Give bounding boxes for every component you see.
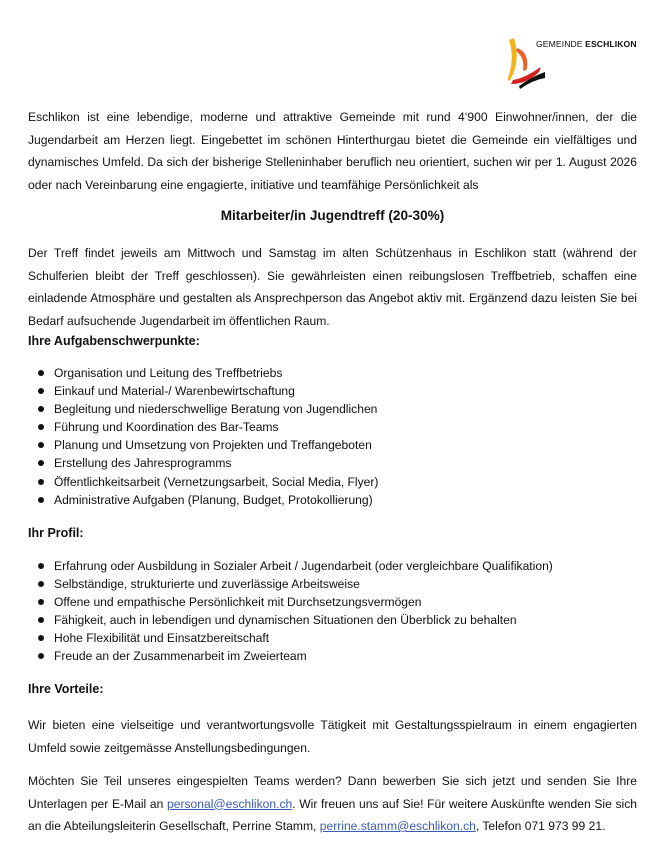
- bullet-icon: [38, 617, 44, 623]
- contact-text-3: , Telefon 071 973 99 21.: [475, 819, 606, 833]
- list-item-text: Administrative Aufgaben (Planung, Budget, Protokollierung): [54, 492, 373, 507]
- list-item: [37, 454, 637, 472]
- bullet-icon: [38, 599, 44, 605]
- bullet-icon: [38, 388, 44, 394]
- list-item-text: Führung und Koordination des Bar-Teams: [54, 420, 279, 435]
- list-item: [37, 629, 637, 647]
- bullet-icon: [38, 370, 44, 376]
- logo-text-bold: ESCHLIKON: [585, 39, 637, 49]
- list-item: [37, 436, 637, 454]
- list-item-text: Planung und Umsetzung von Projekten und Treffangeboten: [54, 438, 372, 453]
- bullet-icon: [38, 424, 44, 430]
- bullet-icon: [38, 635, 44, 641]
- list-item: [37, 557, 637, 575]
- list-item: [37, 473, 637, 491]
- list-item-text: Hohe Flexibilität und Einsatzbereitschaft: [54, 631, 270, 646]
- bullet-icon: [38, 653, 44, 659]
- profil-list: [37, 557, 637, 666]
- bullet-icon: [38, 406, 44, 412]
- list-item-text: Fähigkeit, auch in lebendigen und dynamischen Situationen den Überblick zu behalten: [54, 613, 517, 628]
- logo-stroke-yellow: [508, 38, 517, 81]
- list-item-text: Erstellung des Jahresprogramms: [54, 456, 232, 471]
- logo-text-light: GEMEINDE: [536, 39, 583, 49]
- job-title: Mitarbeiter/in Jugendtreff (20-30%): [220, 208, 445, 223]
- list-item: [37, 575, 637, 593]
- logo-stroke-orange: [516, 48, 527, 71]
- list-item: [37, 418, 637, 436]
- treff-paragraph: Der Treff findet jeweils am Mittwoch und Samstag im alten Schützenhaus in Eschlikon statt (während der Schulferien bleibt der Treff geschlossen). Sie gewährleisten einen reibungslosen Treffbetrieb, schaffen eine einladende Atmosphäre und gestalten als Ansprechperson das Angebot aktiv mit. Ergänzend dazu leisten Sie bei Bedarf aufsuchende Jugendarbeit im öffentlichen Raum.: [28, 246, 637, 328]
- email-link-personal[interactable]: personal@eschlikon.ch: [167, 796, 293, 811]
- contact-text-1: Möchten Sie Teil unseres eingespielten Teams werden? Dann bewerben Sie sich jetzt und senden Sie Ihre Unterlagen per E-Mail an: [28, 774, 637, 811]
- list-item-text: Selbständige, strukturierte und zuverlässige Arbeitsweise: [54, 577, 360, 592]
- bullet-icon: [38, 563, 44, 569]
- list-item-text: Einkauf und Material-/ Warenbewirtschaftung: [54, 384, 295, 399]
- profil-heading: Ihr Profil:: [28, 526, 84, 540]
- list-item-text: Öffentlichkeitsarbeit (Vernetzungsarbeit, Social Media, Flyer): [54, 474, 379, 489]
- list-item: [37, 593, 637, 611]
- vorteile-paragraph: Wir bieten eine vielseitige und verantwortungsvolle Tätigkeit mit Gestaltungsspielraum in einem engagierten Umfeld sowie zeitgemässe Anstellungsbedingungen.: [28, 718, 637, 755]
- aufgaben-list: [37, 364, 637, 509]
- bullet-icon: [38, 497, 44, 503]
- list-item: [37, 647, 637, 665]
- bullet-icon: [38, 581, 44, 587]
- contact-text-2: . Wir freuen uns auf Sie! Für weitere Auskünfte wenden Sie sich an die Abteilungsleiterin Gesellschaft, Perrine Stamm,: [28, 796, 637, 833]
- list-item-text: Erfahrung oder Ausbildung in Sozialer Arbeit / Jugendarbeit (oder vergleichbare Qualifikation): [54, 559, 553, 573]
- aufgaben-heading: Ihre Aufgabenschwerpunkte:: [28, 334, 200, 348]
- list-item: [37, 382, 637, 400]
- contact-paragraph: [28, 770, 637, 838]
- bullet-icon: [38, 479, 44, 485]
- list-item: [37, 400, 637, 418]
- list-item: [37, 491, 637, 509]
- logo-text: [536, 39, 637, 49]
- list-item-text: Offene und empathische Persönlichkeit mit Durchsetzungsvermögen: [54, 595, 422, 610]
- vorteile-heading: Ihre Vorteile:: [28, 682, 104, 696]
- list-item: [37, 611, 637, 629]
- list-item: [37, 364, 637, 382]
- bullet-icon: [38, 460, 44, 466]
- email-link-perrine-stamm[interactable]: perrine.stamm@eschlikon.ch: [319, 819, 476, 833]
- intro-paragraph: Eschlikon ist eine lebendige, moderne und attraktive Gemeinde mit rund 4‘900 Einwohner/innen, der die Jugendarbeit am Herzen liegt. Eingebettet im schönen Hinterthurgau bietet die Gemeinde ein vielfältiges und dynamisches Umfeld. Da sich der bisherige Stelleninhaber beruflich neu orientiert, suchen wir per 1. August 2026 oder nach Vereinbarung eine engagierte, initiative und teamfähige Persönlichkeit als: [28, 110, 637, 192]
- list-item-text: Begleitung und niederschwellige Beratung von Jugendlichen: [54, 402, 378, 417]
- bullet-icon: [38, 442, 44, 448]
- list-item-text: Organisation und Leitung des Treffbetriebs: [54, 366, 283, 380]
- list-item-text: Freude an der Zusammenarbeit im Zweierteam: [54, 649, 307, 664]
- gemeinde-logo: [505, 34, 635, 90]
